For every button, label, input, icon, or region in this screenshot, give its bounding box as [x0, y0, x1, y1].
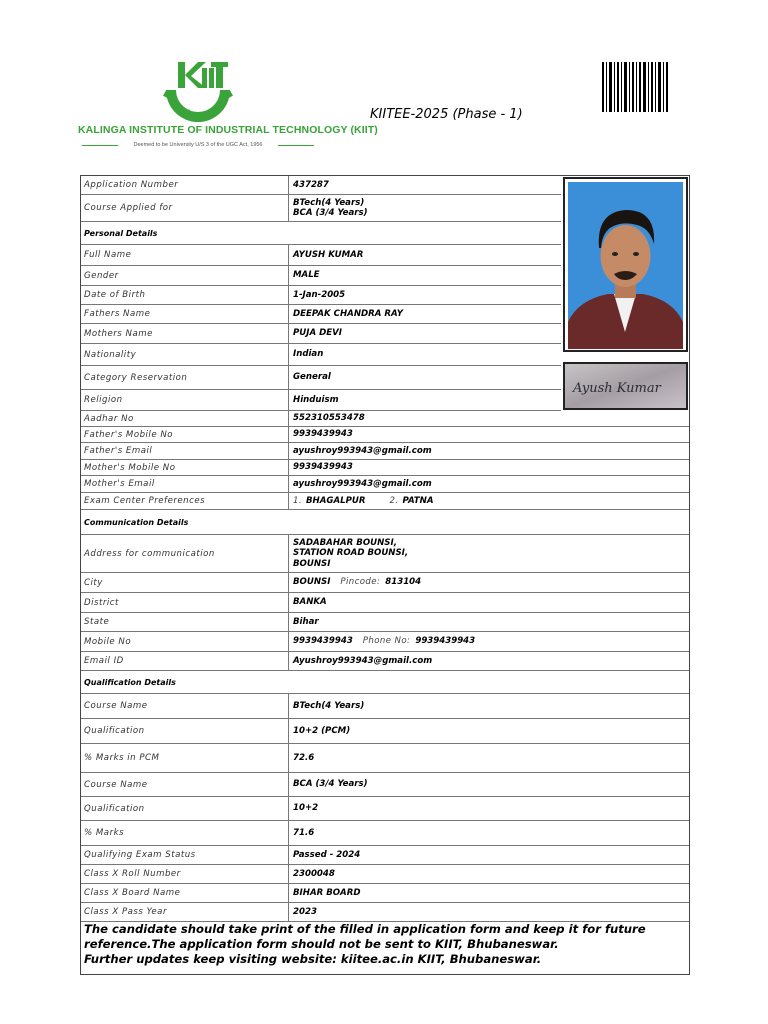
section-communication-details [81, 510, 689, 535]
label: Mothers Name [81, 324, 289, 343]
application-form [80, 175, 690, 975]
value: 9939439943 [293, 636, 353, 647]
label: Course Name [81, 694, 289, 718]
value: BCA (3/4 Years) [293, 779, 368, 790]
section-personal-details [81, 222, 561, 245]
candidate-photo-frame [563, 177, 688, 352]
value: BHAGALPUR [306, 495, 366, 506]
value: Ayushroy993943@gmail.com [293, 655, 433, 666]
value: BOUNSI [293, 577, 331, 588]
value: PATNA [402, 495, 434, 506]
label: District [81, 593, 289, 612]
value: SADABAHAR BOUNSI, [293, 537, 397, 548]
label: % Marks in PCM [81, 744, 289, 772]
row-course1-marks [81, 744, 689, 773]
value: General [293, 372, 331, 383]
label: Email ID [81, 652, 289, 670]
value: BCA (3/4 Years) [293, 208, 368, 218]
value: STATION ROAD BOUNSI, [293, 548, 409, 559]
pref-number: 1. [293, 495, 302, 506]
pincode-label: Pincode: [340, 577, 381, 588]
value: BIHAR BOARD [293, 887, 361, 898]
row-class-x-year [81, 903, 689, 922]
label: % Marks [81, 821, 289, 845]
row-mother-mobile [81, 460, 689, 476]
value: ayushroy993943@gmail.com [293, 478, 432, 489]
row-class-x-board [81, 884, 689, 903]
row-city [81, 573, 689, 593]
row-course2-name [81, 773, 689, 797]
signature-image [565, 364, 686, 408]
signature-text: Ayush Kumar [573, 381, 661, 396]
pref-number: 2. [389, 495, 399, 506]
value: 1-Jan-2005 [293, 289, 346, 300]
value: DEEPAK CHANDRA RAY [293, 308, 403, 319]
value: 2023 [293, 906, 317, 917]
row-gender [81, 266, 561, 286]
row-course1-qualification [81, 719, 689, 744]
row-course2-qualification [81, 797, 689, 821]
label: Address for communication [81, 535, 289, 572]
value: 9939439943 [293, 462, 353, 473]
value: BOUNSI [293, 558, 331, 569]
phone-label: Phone No: [362, 636, 411, 647]
label: Mother's Email [81, 476, 289, 492]
label: Date of Birth [81, 286, 289, 304]
exam-title: KIITEE-2025 (Phase - 1) [370, 107, 523, 122]
value: Passed - 2024 [293, 849, 361, 860]
label: Mobile No [81, 632, 289, 651]
label: Qualifying Exam Status [81, 846, 289, 864]
row-nationality [81, 344, 561, 366]
section-heading: Personal Details [84, 228, 158, 238]
label: Mother's Mobile No [81, 460, 289, 475]
label: Gender [81, 266, 289, 285]
value: 10+2 [293, 803, 319, 814]
value: BANKA [293, 597, 327, 608]
label: Class X Roll Number [81, 865, 289, 883]
candidate-photo [568, 182, 683, 349]
row-father-mobile [81, 427, 689, 443]
label: Class X Pass Year [81, 903, 289, 921]
row-application-number [81, 176, 561, 195]
value: BTech(4 Years) [293, 197, 365, 208]
section-qualification-details [81, 671, 689, 694]
row-address [81, 535, 689, 573]
candidate-signature-frame [563, 362, 688, 410]
label: Class X Board Name [81, 884, 289, 902]
row-state [81, 613, 689, 632]
label: Full Name [81, 245, 289, 265]
institute-tagline: Deemed to be University U/S 3 of the UGC Act, 1956 [133, 142, 263, 148]
value: 10+2 (PCM) [293, 725, 351, 736]
row-course-applied [81, 195, 561, 222]
section-heading: Communication Details [84, 517, 189, 527]
row-exam-center [81, 493, 689, 510]
label: City [81, 573, 289, 592]
label: Category Reservation [81, 366, 289, 389]
row-mother-email [81, 476, 689, 493]
label: Nationality [81, 344, 289, 365]
instructions-note [84, 922, 685, 967]
value: MALE [293, 270, 320, 281]
kiit-emblem-icon [78, 58, 318, 124]
value: Bihar [293, 616, 319, 627]
instruction-line: The candidate should take print of the filled in application form and keep it for future [84, 922, 646, 936]
instruction-line: reference.The application form should not be sent to KIIT, Bhubaneswar. [84, 937, 559, 951]
label: State [81, 613, 289, 631]
value: AYUSH KUMAR [293, 249, 364, 260]
divider [278, 145, 314, 146]
value: 72.6 [293, 752, 315, 763]
row-date-of-birth [81, 286, 561, 305]
label: Aadhar No [81, 411, 289, 426]
row-father-email [81, 443, 689, 460]
value: 552310553478 [293, 413, 365, 424]
label: Course Applied for [81, 195, 289, 221]
kiit-logo [78, 58, 378, 154]
row-fathers-name [81, 305, 561, 324]
label: Father's Mobile No [81, 427, 289, 442]
institute-name: KALINGA INSTITUTE OF INDUSTRIAL TECHNOLOGY (KIIT) [78, 124, 378, 136]
row-category [81, 366, 561, 390]
row-religion [81, 390, 561, 411]
label: Exam Center Preferences [81, 493, 289, 509]
row-district [81, 593, 689, 613]
label: Application Number [81, 176, 289, 194]
value: 813104 [385, 577, 422, 588]
label: Qualification [81, 719, 289, 743]
value: 437287 [293, 179, 329, 190]
label: Father's Email [81, 443, 289, 459]
value: BTech(4 Years) [293, 700, 365, 711]
person-portrait-icon [568, 182, 683, 349]
label: Fathers Name [81, 305, 289, 323]
value: 2300048 [293, 868, 335, 879]
row-course1-name [81, 694, 689, 719]
value: 9939439943 [293, 429, 353, 440]
value: ayushroy993943@gmail.com [293, 445, 432, 456]
label: Religion [81, 390, 289, 410]
value: Indian [293, 349, 324, 360]
value: 9939439943 [415, 636, 476, 647]
instruction-line: Further updates keep visiting website: kiitee.ac.in KIIT, Bhubaneswar. [84, 952, 542, 966]
row-email [81, 652, 689, 671]
value: 71.6 [293, 827, 315, 838]
row-course2-marks [81, 821, 689, 846]
value: Hinduism [293, 394, 339, 405]
row-class-x-roll [81, 865, 689, 884]
label: Course Name [81, 773, 289, 796]
label: Qualification [81, 797, 289, 820]
barcode-icon [602, 62, 668, 112]
row-mobile [81, 632, 689, 652]
section-heading: Qualification Details [84, 677, 176, 687]
row-full-name [81, 245, 561, 266]
row-qualifying-status [81, 846, 689, 865]
value: PUJA DEVI [293, 328, 342, 339]
row-mothers-name [81, 324, 561, 344]
row-aadhar [81, 411, 689, 427]
